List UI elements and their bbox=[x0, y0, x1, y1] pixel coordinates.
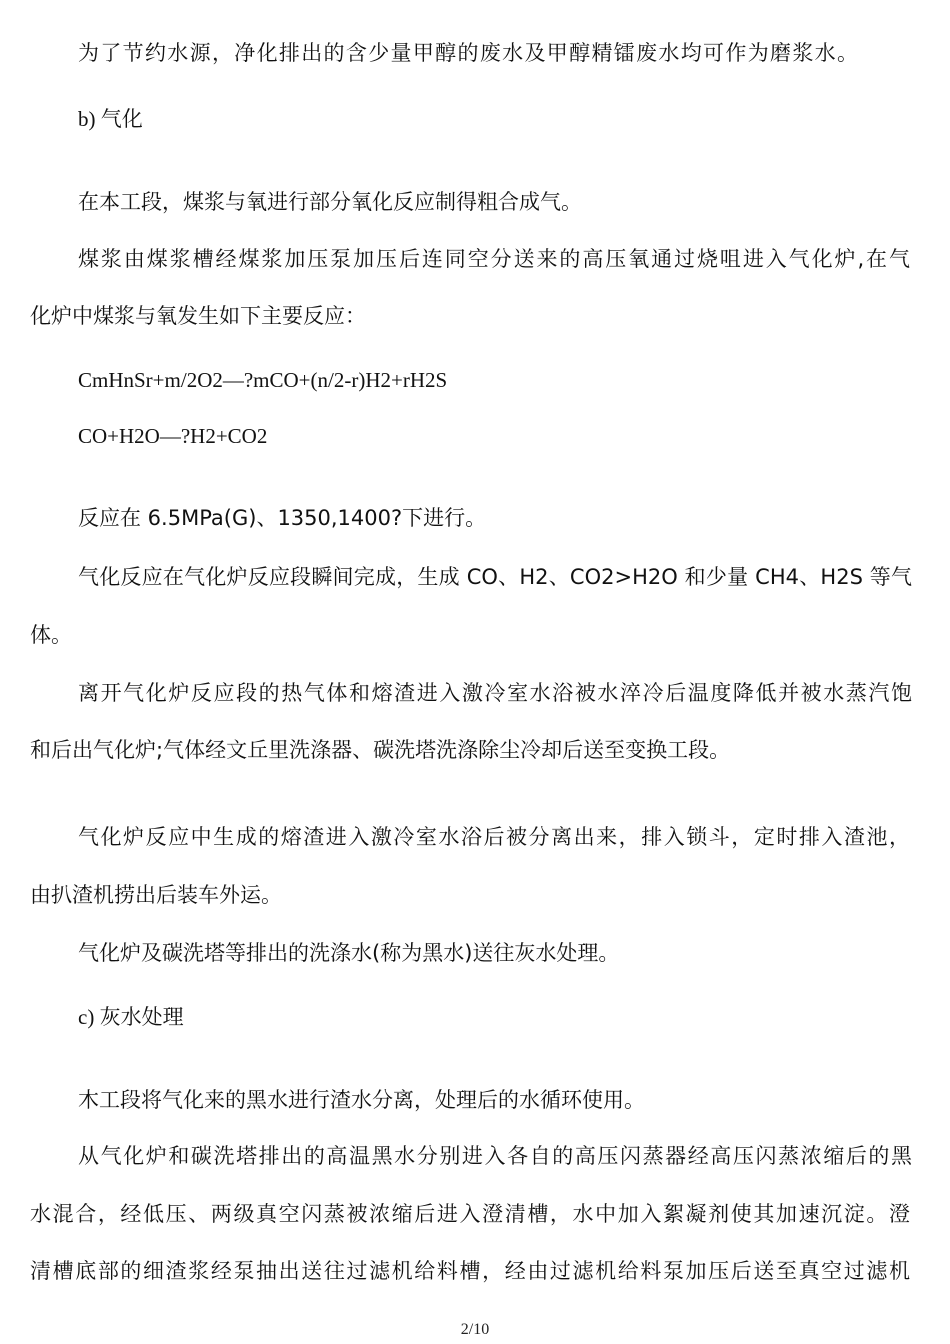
page-number: 2/10 bbox=[460, 1321, 490, 1338]
paragraph-line: 和后出气化炉;气体经文丘里洗涤器、碳洗塔洗涤除尘冷却后送至变换工段。 bbox=[30, 738, 731, 762]
paragraph-line: 离开气化炉反应段的热气体和熔渣进入激冷室水浴被水淬冷后温度降低并被水蒸汽饱 bbox=[78, 681, 912, 705]
paragraph-line: 反应在 6.5MPa(G)、1350,1400?下进行。 bbox=[78, 506, 487, 530]
paragraph-line: 木工段将气化来的黑水进行渣水分离，处理后的水循环使用。 bbox=[78, 1088, 645, 1112]
paragraph-line: 气化炉及碳洗塔等排出的洗涤水(称为黑水)送往灰水处理。 bbox=[78, 941, 620, 965]
section-heading-grey-water: c) 灰水处理 bbox=[78, 1005, 184, 1029]
paragraph-line: 体。 bbox=[30, 623, 72, 647]
paragraph-line: 煤浆由煤浆槽经煤浆加压泵加压后连同空分送来的高压氧通过烧咀进入气化炉,在气 bbox=[78, 247, 910, 271]
paragraph-line: 水混合，经低压、两级真空闪蒸被浓缩后进入澄清槽，水中加入絮凝剂使其加速沉淀。澄 bbox=[30, 1202, 910, 1226]
paragraph-line: 从气化炉和碳洗塔排出的高温黑水分别进入各自的高压闪蒸器经高压闪蒸浓缩后的黑 bbox=[78, 1144, 912, 1168]
paragraph-line: 由扒渣机捞出后装车外运。 bbox=[30, 883, 282, 907]
reaction-equation: CmHnSr+m/2O2—?mCO+(n/2-r)H2+rH2S bbox=[78, 368, 448, 392]
paragraph-line: 化炉中煤浆与氧发生如下主要反应： bbox=[30, 304, 366, 328]
paragraph-line: 气化反应在气化炉反应段瞬间完成，生成 CO、H2、CO2>H2O 和少量 CH4、H2S 等气 bbox=[78, 565, 912, 589]
paragraph-line: 气化炉反应中生成的熔渣进入激冷室水浴后被分离出来，排入锁斗，定时排入渣池， bbox=[78, 825, 910, 849]
paragraph-line: 为了节约水源，净化排出的含少量甲醇的废水及甲醇精镭废水均可作为磨浆水。 bbox=[78, 41, 858, 65]
paragraph-line: 在本工段，煤浆与氧进行部分氧化反应制得粗合成气。 bbox=[78, 190, 582, 214]
reaction-equation: CO+H2O—?H2+CO2 bbox=[78, 424, 268, 448]
section-heading-gasification: b) 气化 bbox=[78, 107, 143, 131]
paragraph-line: 清槽底部的细渣浆经泵抽出送往过滤机给料槽，经由过滤机给料泵加压后送至真空过滤机 bbox=[30, 1259, 910, 1283]
